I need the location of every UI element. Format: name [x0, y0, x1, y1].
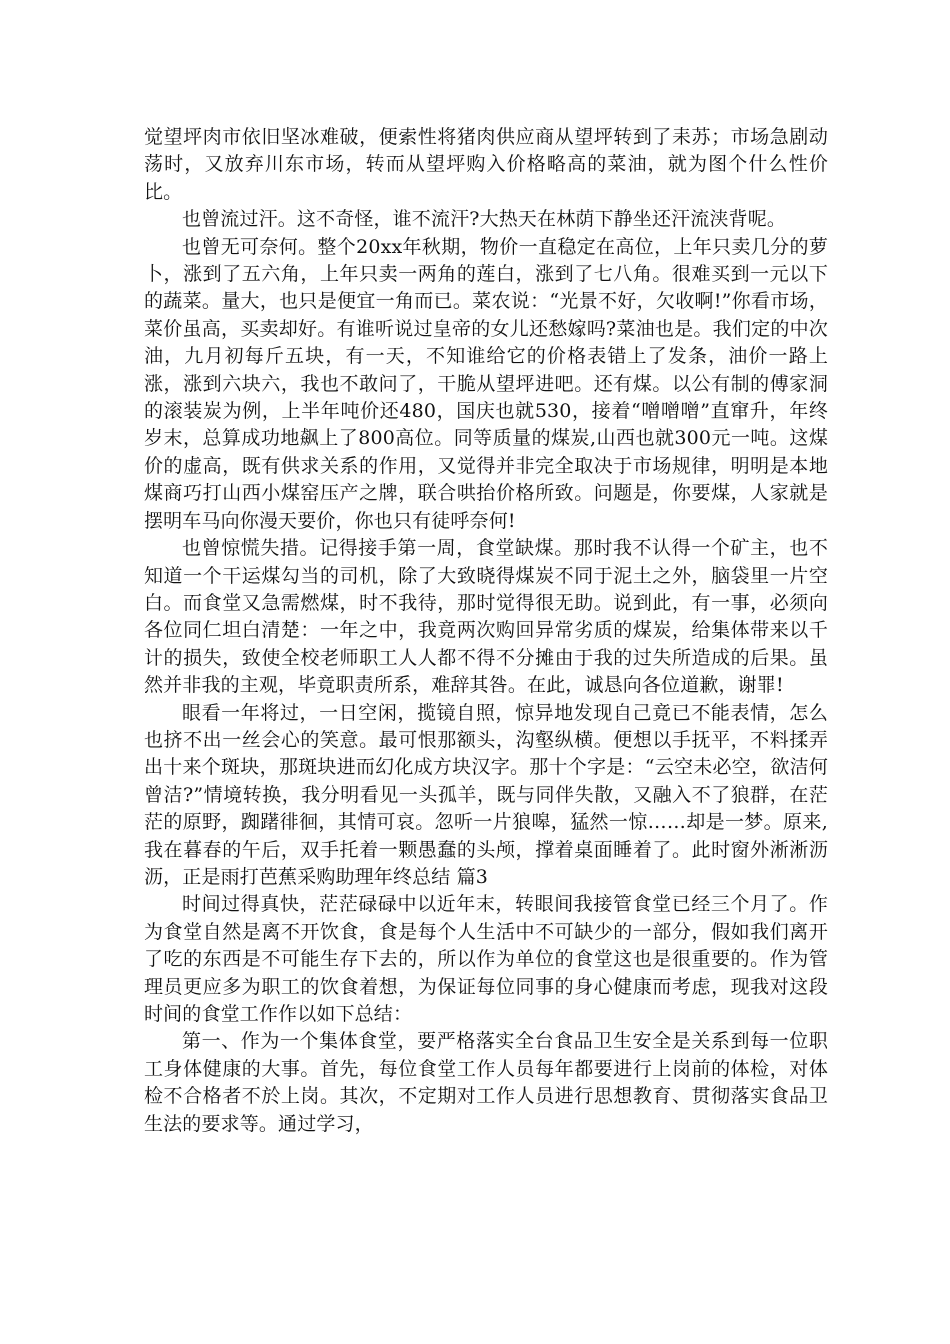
paragraph-7: 第一、作为一个集体食堂，要严格落实全台食品卫生安全是关系到每一位职工身体健康的大事。首先，每位食堂工作人员每年都要进行上岗前的体检，对体检不合格者不於上岗。其次，不定期对工作人员进行思想教育、贯彻落实食品卫生法的要求等。通过学习，	[144, 1030, 828, 1135]
paragraph-4: 也曾惊慌失措。记得接手第一周，食堂缺煤。那时我不认得一个矿主，也不知道一个干运煤勾当的司机，除了大致晓得煤炭不同于泥土之外，脑袋里一片空白。而食堂又急需燃煤，时不我待，那时觉得很无助。说到此，有一事，必须向各位同仁坦白清楚：一年之中，我竟两次购回异常劣质的煤炭，给集体带来以千计的损失，致使全校老师职工人人都不得不分摊由于我的过失所造成的后果。虽然并非我的主观，毕竟职责所系，难辞其咎。在此，诚恳向各位道歉，谢罪!	[144, 537, 828, 697]
paragraph-6: 时间过得真快，茫茫碌碌中以近年末，转眼间我接管食堂已经三个月了。作为食堂自然是离不开饮食，食是每个人生活中不可缺少的一部分，假如我们离开了吃的东西是不可能生存下去的，所以作为单位的食堂这也是很重要的。作为管理员更应多为职工的饮食着想，为保证每位同事的身心健康而考虑，现我对这段时间的食堂工作作以如下总结：	[144, 893, 828, 1025]
document-page	[144, 124, 828, 1138]
paragraph-1: 觉望坪肉市依旧坚冰难破，便索性将猪肉供应商从望坪转到了耒苏；市场急剧动荡时，又放弃川东市场，转而从望坪购入价格略高的菜油，就为图个什么性价比。	[144, 126, 828, 203]
paragraph-5: 眼看一年将过，一日空闲，揽镜自照，惊异地发现自己竟已不能表情，怎么也挤不出一丝会心的笑意。最可恨那额头，沟壑纵横。便想以手抚平，不料揉弄出十来个斑块，那斑块进而幻化成方块汉字。那十个字是：“云空未必空，欲洁何曾洁?”情境转换，我分明看见一头孤羊，既与同伴失散，又融入不了狼群，在茫茫的原野，踟躇徘徊，其情可哀。忽听一片狼嗥，猛然一惊……却是一梦。原来,我在暮春的午后，双手托着一颗愚蠢的头颅，撑着桌面睡着了。此时窗外淅淅沥沥，正是雨打芭蕉采购助理年终总结 篇3	[144, 701, 828, 888]
paragraph-3: 也曾无可奈何。整个20xx年秋期，物价一直稳定在高位，上年只卖几分的萝卜，涨到了五六角，上年只卖一两角的莲白，涨到了七八角。很难买到一元以下的蔬菜。量大，也只是便宜一角而已。菜农说：“光景不好，欠收啊!”你看市场，菜价虽高，买卖却好。有谁听说过皇帝的女儿还愁嫁吗?菜油也是。我们定的中次油，九月初每斤五块，有一天，不知谁给它的价格表错上了发条，油价一路上涨，涨到六块六，我也不敢问了，干脆从望坪进吧。还有煤。以公有制的傅家洞的滚装炭为例，上半年吨价还480，国庆也就530，接着“噌噌噌”直窜升，年终岁末，总算成功地飙上了800高位。同等质量的煤炭,山西也就300元一吨。这煤价的虚高，既有供求关系的作用，又觉得并非完全取决于市场规律，明明是本地煤商巧打山西小煤窑压产之牌，联合哄抬价格所致。问题是，你要煤，人家就是摆明车马向你漫天要价，你也只有徒呼奈何!	[144, 235, 828, 532]
paragraph-2: 也曾流过汗。这不奇怪，谁不流汗?大热天在林荫下静坐还汗流浃背呢。	[182, 208, 786, 231]
